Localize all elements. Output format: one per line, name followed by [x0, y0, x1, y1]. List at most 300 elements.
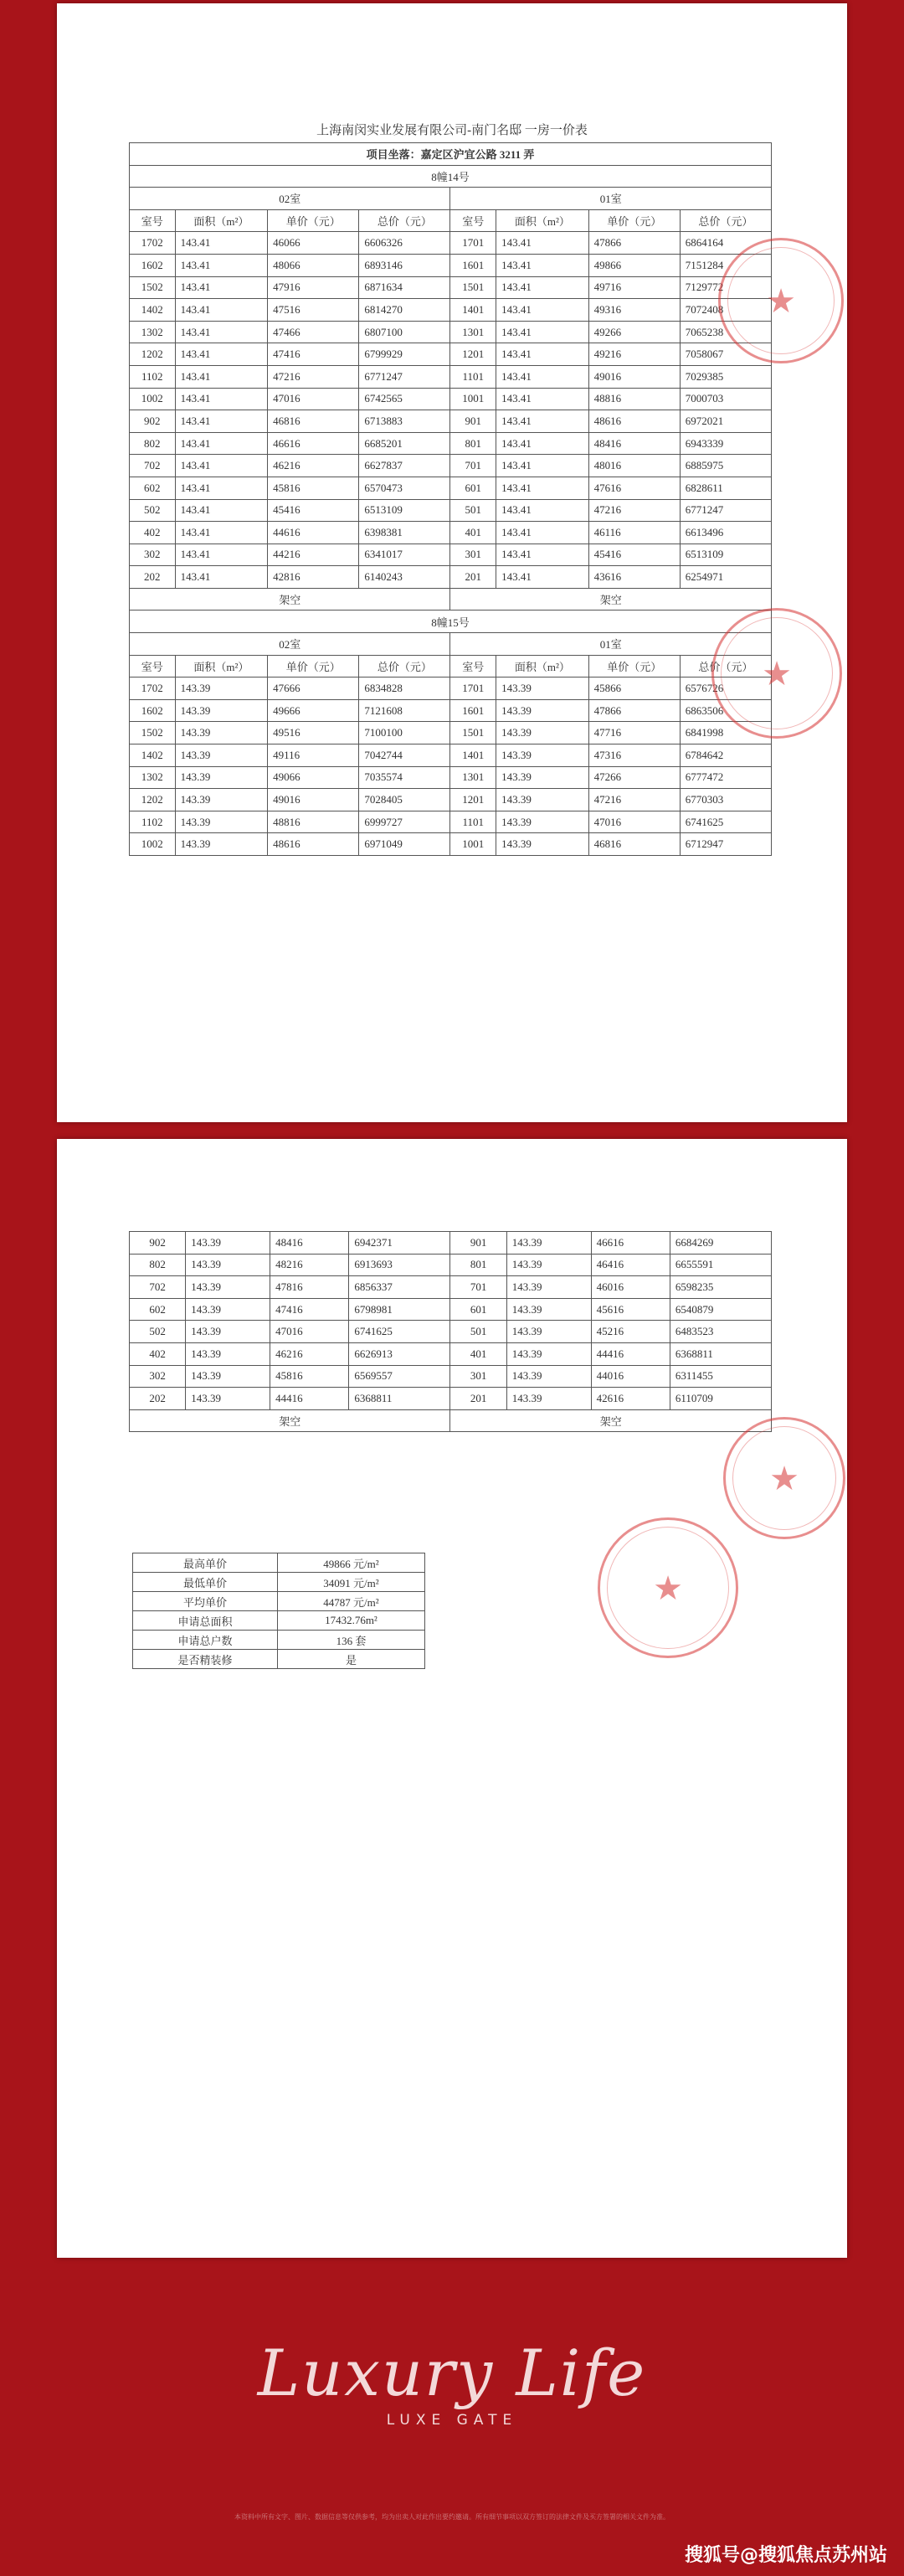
table-cell: 48416 — [270, 1232, 349, 1255]
price-table-page-1 — [129, 142, 772, 856]
table-cell: 6771247 — [680, 499, 771, 522]
table-cell: 143.41 — [175, 343, 268, 366]
table-cell: 45416 — [588, 544, 680, 566]
table-cell: 6569557 — [349, 1365, 450, 1388]
table-cell: 49516 — [268, 722, 359, 744]
summary-label: 最低单价 — [133, 1573, 278, 1592]
table-cell: 49666 — [268, 699, 359, 722]
table-cell: 47716 — [588, 722, 680, 744]
document-title: 上海南闵实业发展有限公司-南门名邸 一房一价表 — [316, 124, 588, 137]
brand-logo-text: Luxury Life — [257, 2336, 647, 2410]
column-header-row — [130, 655, 772, 677]
table-row — [130, 388, 772, 410]
table-cell: 702 — [130, 455, 176, 477]
table-cell: 6742565 — [359, 388, 450, 410]
table-cell: 45866 — [588, 677, 680, 700]
table-cell: 49716 — [588, 276, 680, 299]
table-cell: 301 — [450, 544, 496, 566]
project-location: 项目坐落：嘉定区沪宜公路 3211 弄 — [130, 143, 772, 166]
table-cell: 47216 — [588, 499, 680, 522]
location-row — [130, 143, 772, 166]
table-cell: 143.41 — [496, 432, 589, 455]
table-cell: 6784642 — [680, 744, 771, 767]
table-row — [130, 522, 772, 544]
empty-floor-label: 架空 — [450, 588, 772, 611]
table-row — [130, 833, 772, 856]
column-header: 面积（m²） — [496, 209, 589, 232]
table-cell: 6971049 — [359, 833, 450, 856]
table-cell: 6513109 — [359, 499, 450, 522]
table-cell: 47266 — [588, 766, 680, 789]
table-cell: 47616 — [588, 477, 680, 499]
table-cell: 1401 — [450, 744, 496, 767]
table-row — [130, 276, 772, 299]
building-name: 8幢15号 — [130, 611, 772, 633]
table-cell: 6685201 — [359, 432, 450, 455]
table-row — [130, 410, 772, 433]
table-cell: 44416 — [270, 1388, 349, 1410]
summary-label: 最高单价 — [133, 1553, 278, 1573]
table-cell: 143.39 — [186, 1254, 270, 1276]
brand-subtitle: LUXE GATE — [386, 2412, 518, 2429]
table-cell: 6864164 — [680, 232, 771, 255]
column-header: 总价（元） — [680, 209, 771, 232]
table-cell: 143.41 — [496, 299, 589, 322]
table-cell: 49066 — [268, 766, 359, 789]
table-cell: 6598235 — [670, 1276, 771, 1299]
table-cell: 143.39 — [496, 833, 589, 856]
column-header: 面积（m²） — [175, 209, 268, 232]
table-row — [130, 1388, 772, 1410]
table-cell: 47216 — [588, 789, 680, 811]
table-cell: 6741625 — [680, 811, 771, 833]
table-cell: 702 — [130, 1276, 186, 1299]
table-cell: 1501 — [450, 722, 496, 744]
table-cell: 143.41 — [496, 455, 589, 477]
table-cell: 6626913 — [349, 1342, 450, 1365]
summary-value: 34091 元/m² — [277, 1573, 424, 1592]
column-header: 面积（m²） — [175, 655, 268, 677]
summary-value: 136 套 — [277, 1631, 424, 1650]
empty-floor-row — [130, 1409, 772, 1432]
table-cell: 143.41 — [496, 544, 589, 566]
table-cell: 48616 — [588, 410, 680, 433]
red-seal-stamp: ★ — [718, 238, 844, 363]
table-cell: 143.39 — [175, 811, 268, 833]
summary-label: 是否精装修 — [133, 1650, 278, 1669]
table-cell: 202 — [130, 1388, 186, 1410]
table-cell: 143.39 — [506, 1276, 591, 1299]
table-cell: 602 — [130, 1298, 186, 1321]
table-cell: 143.41 — [175, 455, 268, 477]
table-cell: 143.39 — [175, 744, 268, 767]
table-cell: 6893146 — [359, 254, 450, 276]
table-cell: 47016 — [270, 1321, 349, 1343]
table-cell: 6856337 — [349, 1276, 450, 1299]
table-cell: 143.39 — [186, 1321, 270, 1343]
table-cell: 601 — [450, 1298, 506, 1321]
table-cell: 143.41 — [496, 499, 589, 522]
table-cell: 49116 — [268, 744, 359, 767]
table-cell: 7100100 — [359, 722, 450, 744]
disclaimer-text: 本资料中所有文字、图片、数据信息等仅供参考，均为出卖人对此作出要约邀请。所有细节事项以双方签订的法律文件及买方签署的相关文件为准。 — [234, 2513, 670, 2521]
table-cell: 46116 — [588, 522, 680, 544]
table-cell: 6576726 — [680, 677, 771, 700]
table-row — [130, 299, 772, 322]
table-cell: 6871634 — [359, 276, 450, 299]
table-cell: 49866 — [588, 254, 680, 276]
table-cell: 902 — [130, 1232, 186, 1255]
table-cell: 46616 — [268, 432, 359, 455]
table-cell: 802 — [130, 1254, 186, 1276]
table-cell: 6110709 — [670, 1388, 771, 1410]
table-cell: 1001 — [450, 388, 496, 410]
table-cell: 701 — [450, 455, 496, 477]
table-cell: 6999727 — [359, 811, 450, 833]
table-cell: 143.39 — [496, 811, 589, 833]
column-header: 室号 — [130, 209, 176, 232]
table-cell: 502 — [130, 499, 176, 522]
table-row — [130, 677, 772, 700]
table-cell: 1201 — [450, 343, 496, 366]
table-cell: 143.41 — [496, 566, 589, 589]
table-cell: 143.39 — [496, 722, 589, 744]
table-cell: 1401 — [450, 299, 496, 322]
table-cell: 46016 — [591, 1276, 670, 1299]
table-cell: 1202 — [130, 343, 176, 366]
table-cell: 6540879 — [670, 1298, 771, 1321]
table-cell: 45616 — [591, 1298, 670, 1321]
column-header: 总价（元） — [359, 655, 450, 677]
table-cell: 48616 — [268, 833, 359, 856]
table-cell: 7072408 — [680, 299, 771, 322]
unit-label-left: 02室 — [130, 633, 450, 656]
table-cell: 1502 — [130, 276, 176, 299]
table-cell: 143.39 — [496, 677, 589, 700]
table-cell: 143.39 — [496, 744, 589, 767]
table-cell: 6841998 — [680, 722, 771, 744]
table-cell: 6311455 — [670, 1365, 771, 1388]
summary-value: 17432.76m² — [277, 1611, 424, 1631]
source-watermark: 搜狐号@搜狐焦点苏州站 — [684, 2545, 887, 2566]
summary-row — [133, 1650, 425, 1669]
empty-floor-label: 架空 — [450, 1409, 772, 1432]
table-cell: 143.41 — [175, 499, 268, 522]
table-cell: 143.41 — [175, 321, 268, 343]
table-cell: 47316 — [588, 744, 680, 767]
table-cell: 802 — [130, 432, 176, 455]
table-cell: 143.41 — [496, 276, 589, 299]
summary-row — [133, 1592, 425, 1611]
summary-label: 申请总面积 — [133, 1611, 278, 1631]
table-row — [130, 544, 772, 566]
table-cell: 143.39 — [175, 833, 268, 856]
table-cell: 6777472 — [680, 766, 771, 789]
column-header: 单价（元） — [588, 209, 680, 232]
table-cell: 143.41 — [175, 388, 268, 410]
table-cell: 6368811 — [670, 1342, 771, 1365]
empty-floor-row — [130, 588, 772, 611]
table-cell: 45816 — [270, 1365, 349, 1388]
table-cell: 143.41 — [496, 477, 589, 499]
table-cell: 7151284 — [680, 254, 771, 276]
table-cell: 6140243 — [359, 566, 450, 589]
table-cell: 202 — [130, 566, 176, 589]
table-cell: 143.41 — [496, 522, 589, 544]
table-cell: 46216 — [270, 1342, 349, 1365]
table-row — [130, 789, 772, 811]
table-cell: 47416 — [270, 1298, 349, 1321]
table-cell: 143.39 — [496, 699, 589, 722]
table-cell: 1702 — [130, 677, 176, 700]
table-cell: 143.39 — [506, 1254, 591, 1276]
table-cell: 1402 — [130, 744, 176, 767]
column-header: 单价（元） — [268, 655, 359, 677]
table-row — [130, 232, 772, 255]
summary-value: 49866 元/m² — [277, 1553, 424, 1573]
table-cell: 1701 — [450, 677, 496, 700]
table-cell: 302 — [130, 544, 176, 566]
table-cell: 402 — [130, 1342, 186, 1365]
table-cell: 1101 — [450, 811, 496, 833]
building-header-row — [130, 165, 772, 188]
summary-row — [133, 1573, 425, 1592]
table-cell: 47916 — [268, 276, 359, 299]
table-cell: 143.39 — [175, 699, 268, 722]
table-cell: 143.39 — [506, 1342, 591, 1365]
table-cell: 143.41 — [496, 343, 589, 366]
table-row — [130, 365, 772, 388]
table-cell: 49016 — [588, 365, 680, 388]
table-cell: 1102 — [130, 365, 176, 388]
table-cell: 6513109 — [680, 544, 771, 566]
table-cell: 6254971 — [680, 566, 771, 589]
table-cell: 143.41 — [175, 410, 268, 433]
column-header: 总价（元） — [680, 655, 771, 677]
table-cell: 47416 — [268, 343, 359, 366]
column-header: 总价（元） — [359, 209, 450, 232]
table-cell: 401 — [450, 1342, 506, 1365]
table-cell: 7042744 — [359, 744, 450, 767]
table-cell: 143.41 — [175, 254, 268, 276]
table-cell: 7029385 — [680, 365, 771, 388]
table-cell: 43616 — [588, 566, 680, 589]
table-cell: 47516 — [268, 299, 359, 322]
empty-floor-label: 架空 — [130, 588, 450, 611]
table-cell: 6771247 — [359, 365, 450, 388]
table-cell: 1302 — [130, 766, 176, 789]
table-cell: 1301 — [450, 321, 496, 343]
table-cell: 46816 — [268, 410, 359, 433]
table-cell: 143.41 — [175, 477, 268, 499]
table-cell: 1102 — [130, 811, 176, 833]
price-table-page-2 — [129, 1231, 772, 1432]
table-cell: 143.39 — [506, 1321, 591, 1343]
table-cell: 47816 — [270, 1276, 349, 1299]
table-cell: 49316 — [588, 299, 680, 322]
table-cell: 1601 — [450, 254, 496, 276]
summary-value: 是 — [277, 1650, 424, 1669]
table-cell: 6972021 — [680, 410, 771, 433]
table-cell: 47866 — [588, 699, 680, 722]
table-cell: 1001 — [450, 833, 496, 856]
table-cell: 901 — [450, 410, 496, 433]
table-cell: 143.39 — [496, 766, 589, 789]
table-cell: 143.39 — [506, 1298, 591, 1321]
table-row — [130, 1342, 772, 1365]
summary-row — [133, 1553, 425, 1573]
table-cell: 143.41 — [496, 321, 589, 343]
table-cell: 801 — [450, 432, 496, 455]
table-cell: 7129772 — [680, 276, 771, 299]
building-header-row — [130, 611, 772, 633]
table-cell: 44416 — [591, 1342, 670, 1365]
table-cell: 46066 — [268, 232, 359, 255]
table-cell: 47866 — [588, 232, 680, 255]
table-cell: 143.39 — [506, 1388, 591, 1410]
table-cell: 6798981 — [349, 1298, 450, 1321]
unit-header-row — [130, 188, 772, 210]
table-row — [130, 455, 772, 477]
table-cell: 45816 — [268, 477, 359, 499]
table-cell: 143.39 — [175, 722, 268, 744]
document-page-1 — [57, 3, 847, 1122]
red-seal-stamp: ★ — [598, 1517, 738, 1658]
table-cell: 46216 — [268, 455, 359, 477]
table-cell: 47016 — [268, 388, 359, 410]
table-cell: 6627837 — [359, 455, 450, 477]
column-header-row — [130, 209, 772, 232]
table-cell: 6807100 — [359, 321, 450, 343]
table-cell: 1602 — [130, 699, 176, 722]
table-cell: 143.41 — [175, 299, 268, 322]
table-cell: 402 — [130, 522, 176, 544]
table-cell: 6606326 — [359, 232, 450, 255]
unit-label-left: 02室 — [130, 188, 450, 210]
unit-label-right: 01室 — [450, 633, 772, 656]
table-cell: 6398381 — [359, 522, 450, 544]
table-row — [130, 1321, 772, 1343]
table-cell: 1202 — [130, 789, 176, 811]
table-cell: 143.41 — [496, 254, 589, 276]
summary-table — [132, 1553, 425, 1669]
table-row — [130, 1298, 772, 1321]
unit-label-right: 01室 — [450, 188, 772, 210]
column-header: 室号 — [450, 209, 496, 232]
table-cell: 143.39 — [186, 1298, 270, 1321]
table-cell: 601 — [450, 477, 496, 499]
table-row — [130, 477, 772, 499]
table-row — [130, 321, 772, 343]
table-row — [130, 1276, 772, 1299]
table-cell: 49016 — [268, 789, 359, 811]
table-cell: 143.39 — [506, 1232, 591, 1255]
table-cell: 143.41 — [175, 365, 268, 388]
table-cell: 143.41 — [496, 232, 589, 255]
table-cell: 143.41 — [175, 276, 268, 299]
table-cell: 1701 — [450, 232, 496, 255]
table-cell: 143.41 — [496, 388, 589, 410]
table-cell: 6814270 — [359, 299, 450, 322]
table-cell: 901 — [450, 1232, 506, 1255]
table-cell: 6863506 — [680, 699, 771, 722]
table-cell: 6483523 — [670, 1321, 771, 1343]
table-row — [130, 699, 772, 722]
table-cell: 48066 — [268, 254, 359, 276]
table-row — [130, 766, 772, 789]
table-cell: 6799929 — [359, 343, 450, 366]
column-header: 单价（元） — [268, 209, 359, 232]
table-cell: 143.39 — [496, 789, 589, 811]
table-row — [130, 1254, 772, 1276]
table-cell: 401 — [450, 522, 496, 544]
table-cell: 6943339 — [680, 432, 771, 455]
table-cell: 143.41 — [496, 365, 589, 388]
table-cell: 143.41 — [496, 410, 589, 433]
red-seal-stamp: ★ — [723, 1417, 845, 1539]
table-cell: 7065238 — [680, 321, 771, 343]
table-cell: 7121608 — [359, 699, 450, 722]
table-cell: 6712947 — [680, 833, 771, 856]
table-row — [130, 254, 772, 276]
summary-row — [133, 1631, 425, 1650]
table-cell: 47666 — [268, 677, 359, 700]
table-cell: 1602 — [130, 254, 176, 276]
column-header: 室号 — [450, 655, 496, 677]
table-cell: 1402 — [130, 299, 176, 322]
summary-value: 44787 元/m² — [277, 1592, 424, 1611]
table-cell: 301 — [450, 1365, 506, 1388]
table-cell: 143.39 — [186, 1388, 270, 1410]
table-cell: 143.41 — [175, 544, 268, 566]
empty-floor-label: 架空 — [130, 1409, 450, 1432]
table-cell: 42816 — [268, 566, 359, 589]
table-cell: 143.39 — [175, 789, 268, 811]
table-cell: 1702 — [130, 232, 176, 255]
table-cell: 47216 — [268, 365, 359, 388]
column-header: 室号 — [130, 655, 176, 677]
unit-header-row — [130, 633, 772, 656]
table-row — [130, 722, 772, 744]
table-cell: 6713883 — [359, 410, 450, 433]
building-name: 8幢14号 — [130, 165, 772, 188]
table-cell: 1002 — [130, 388, 176, 410]
table-cell: 7058067 — [680, 343, 771, 366]
table-cell: 1501 — [450, 276, 496, 299]
table-cell: 6885975 — [680, 455, 771, 477]
table-cell: 6613496 — [680, 522, 771, 544]
table-cell: 6770303 — [680, 789, 771, 811]
table-cell: 302 — [130, 1365, 186, 1388]
table-cell: 1301 — [450, 766, 496, 789]
table-cell: 701 — [450, 1276, 506, 1299]
column-header: 单价（元） — [588, 655, 680, 677]
table-cell: 801 — [450, 1254, 506, 1276]
table-cell: 1101 — [450, 365, 496, 388]
table-cell: 42616 — [591, 1388, 670, 1410]
table-row — [130, 1232, 772, 1255]
table-cell: 143.41 — [175, 522, 268, 544]
table-cell: 46616 — [591, 1232, 670, 1255]
table-row — [130, 566, 772, 589]
table-cell: 48016 — [588, 455, 680, 477]
table-cell: 44216 — [268, 544, 359, 566]
table-cell: 48816 — [268, 811, 359, 833]
table-cell: 1002 — [130, 833, 176, 856]
table-cell: 143.39 — [186, 1276, 270, 1299]
table-cell: 902 — [130, 410, 176, 433]
table-row — [130, 1365, 772, 1388]
